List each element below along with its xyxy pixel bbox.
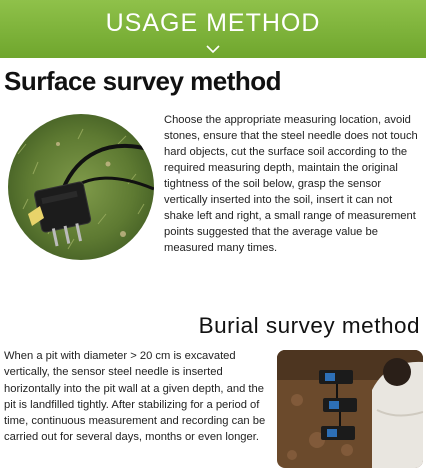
burial-survey-heading: Burial survey method xyxy=(198,313,420,338)
surface-survey-description: Choose the appropriate measuring location, avoid stones, ensure that the steel needle does not touch hard objects, cut the surface soil according to the required measuring depth, maintain the original tightness of the soil below, grasp the sensor vertically inserted into the soil, insert it can not shake left and right, a small range of measurement points suggested that the average value be measured many times. xyxy=(164,114,418,254)
chevron-down-icon xyxy=(205,44,221,54)
burial-survey-description: When a pit with diameter > 20 cm is excavated vertically, the sensor steel needle is inserted horizontally into the pit wall at a given depth, and the pit is landfilled tightly. After stabilizing for a period of time, continuous measurement and recording can be carried out for several days, months or even longer. xyxy=(4,350,266,444)
surface-survey-heading: Surface survey method xyxy=(4,66,282,96)
burial-survey-photo xyxy=(277,350,423,468)
usage-method-banner xyxy=(0,0,426,58)
surface-survey-photo xyxy=(8,114,154,260)
banner-title: USAGE METHOD xyxy=(105,9,321,37)
